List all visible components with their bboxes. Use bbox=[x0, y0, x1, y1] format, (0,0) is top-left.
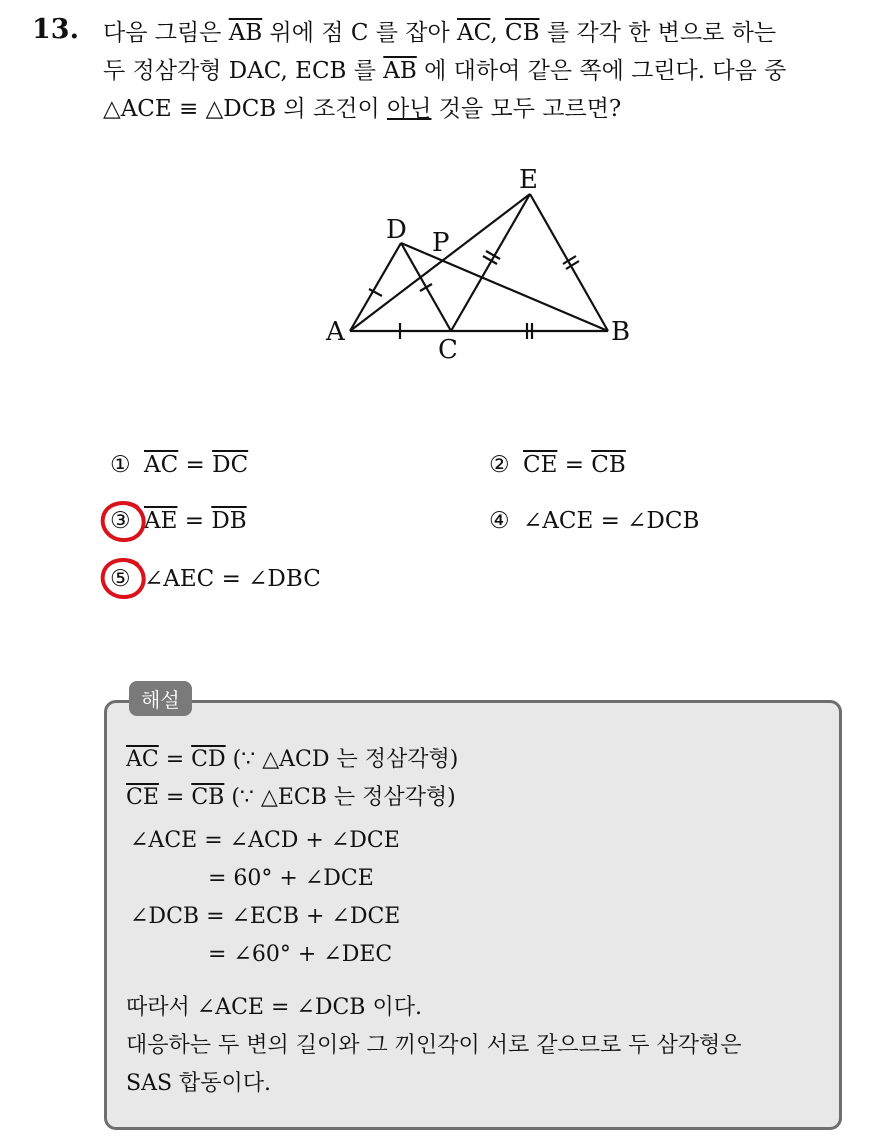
solution-line-2 bbox=[126, 780, 456, 811]
segment-cb: $\overline{CB}$ bbox=[505, 20, 540, 46]
text-segment: 를 각각 한 변으로 하는 bbox=[539, 20, 777, 46]
segment: $\overline{CE}$ bbox=[126, 785, 159, 810]
equals: = bbox=[178, 452, 213, 478]
solution-tag: 해설 bbox=[129, 681, 192, 716]
label-d: D bbox=[386, 215, 407, 245]
question-line-2 bbox=[103, 52, 873, 90]
triangle-figure bbox=[320, 158, 640, 368]
line-ce bbox=[451, 194, 530, 331]
question-text bbox=[103, 14, 873, 128]
choice-mark: ⑤ bbox=[110, 566, 131, 592]
solution-line-9: SAS 합동이다. bbox=[126, 1071, 272, 1096]
text-segment: 다음 그림은 bbox=[103, 20, 229, 46]
text-segment: 위에 점 C 를 잡아 bbox=[262, 20, 458, 46]
question-line-1 bbox=[103, 14, 873, 52]
segment: $\overline{AE}$ bbox=[144, 508, 178, 534]
choice-mark: ① bbox=[110, 452, 131, 478]
equals: = bbox=[158, 785, 192, 810]
label-p: P bbox=[432, 228, 450, 258]
line-ad bbox=[350, 243, 401, 331]
segment-ac: $\overline{AC}$ bbox=[457, 20, 491, 46]
segment: $\overline{DB}$ bbox=[211, 508, 247, 534]
solution-line-1 bbox=[126, 742, 458, 773]
choice-text: ∠ACE = ∠DCB bbox=[523, 508, 700, 534]
solution-line-5: ∠DCB = ∠ECB + ∠DCE bbox=[130, 904, 401, 929]
segment: $\overline{DC}$ bbox=[212, 452, 249, 478]
line-eb bbox=[530, 194, 608, 331]
choice-2[interactable] bbox=[489, 452, 626, 478]
solution-line-4: = 60° + ∠DCE bbox=[208, 866, 374, 891]
text-segment: △ACE ≡ △DCB 의 조건이 bbox=[103, 96, 388, 122]
reason: (∵ △ECB 는 정삼각형) bbox=[224, 785, 456, 810]
text-segment: 두 정삼각형 DAC, ECB 를 bbox=[103, 58, 384, 84]
segment-ab: $\overline{AB}$ bbox=[383, 58, 417, 84]
equals: = bbox=[177, 508, 212, 534]
choice-mark: ② bbox=[489, 452, 510, 478]
underlined-word: 아닌 bbox=[387, 96, 432, 122]
segment: $\overline{AC}$ bbox=[144, 452, 179, 478]
segment: $\overline{CB}$ bbox=[591, 452, 626, 478]
choice-1[interactable] bbox=[110, 452, 248, 478]
segment: $\overline{CB}$ bbox=[191, 785, 225, 810]
solution-line-3: ∠ACE = ∠ACD + ∠DCE bbox=[130, 828, 400, 853]
equals: = bbox=[557, 452, 592, 478]
label-e: E bbox=[519, 165, 538, 195]
selection-circle-3 bbox=[99, 499, 149, 545]
choice-mark: ④ bbox=[489, 508, 510, 534]
reason: (∵ △ACD 는 정삼각형) bbox=[225, 747, 459, 772]
choice-4[interactable] bbox=[489, 508, 699, 534]
label-a: A bbox=[326, 317, 345, 347]
text-segment: 것을 모두 고르면? bbox=[431, 96, 622, 122]
solution-line-8: 대응하는 두 변의 길이와 그 끼인각이 서로 같으므로 두 삼각형은 bbox=[126, 1033, 742, 1058]
equals: = bbox=[158, 747, 192, 772]
label-b: B bbox=[611, 317, 631, 347]
question-line-3 bbox=[103, 90, 873, 128]
segment: $\overline{AC}$ bbox=[126, 747, 159, 772]
segment-ab: $\overline{AB}$ bbox=[228, 20, 263, 46]
selection-circle-5 bbox=[99, 556, 149, 602]
choice-text: ∠AEC = ∠DBC bbox=[144, 566, 321, 592]
text-segment: , bbox=[490, 20, 506, 46]
label-c: C bbox=[438, 335, 458, 365]
segment: $\overline{CE}$ bbox=[523, 452, 558, 478]
question-number: 13. bbox=[32, 14, 79, 45]
segment: $\overline{CD}$ bbox=[191, 747, 226, 772]
text-segment: 에 대하여 같은 쪽에 그린다. 다음 중 bbox=[416, 58, 787, 84]
choice-mark: ③ bbox=[110, 508, 131, 534]
solution-line-6: = ∠60° + ∠DEC bbox=[208, 942, 393, 967]
solution-line-7: 따라서 ∠ACE = ∠DCB 이다. bbox=[126, 995, 422, 1020]
